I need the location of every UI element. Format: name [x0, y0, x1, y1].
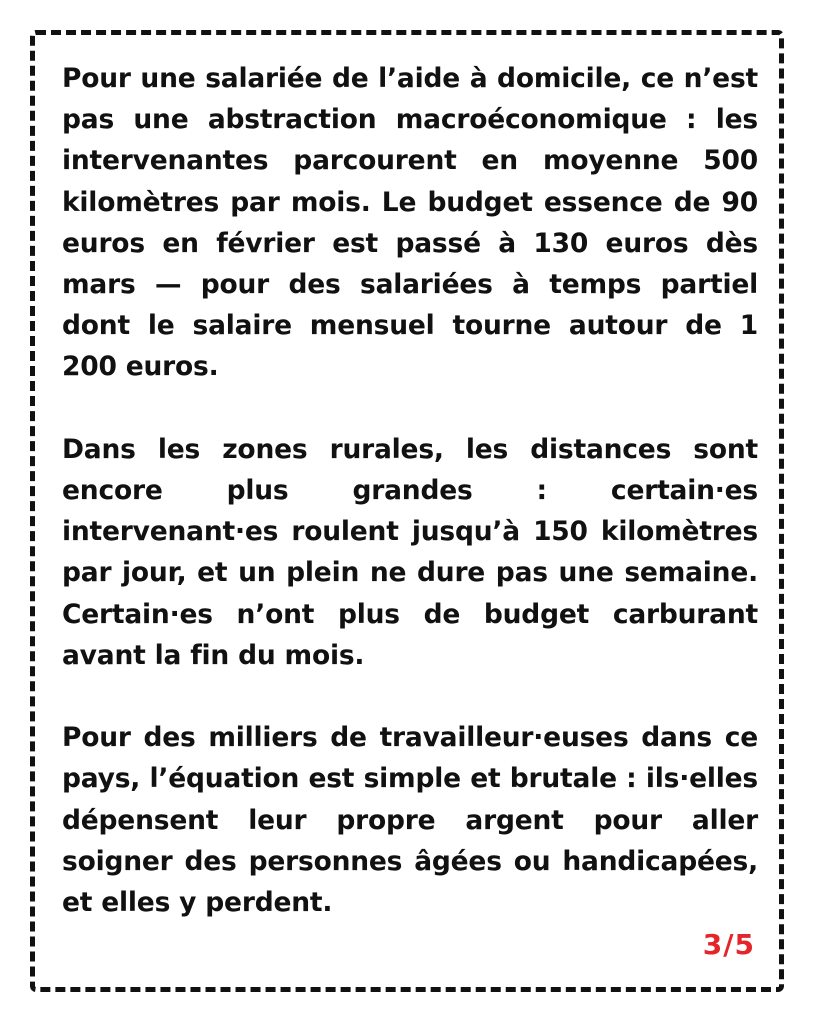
paragraph-rural-distances: Dans les zones rurales, les distances sont encore plus grandes : certain·es intervenant·es roulent jusqu’à 150 kilomètres par jour, et un plein ne dure pas une semaine. Certain·es n’ont plus de budget carburant avant la fin du mois. [62, 433, 758, 671]
page-number: 3/5 [702, 928, 755, 961]
paragraph-home-care-costs: Pour une salariée de l’aide à domicile, ce n’est pas une abstraction macroéconomique : les intervenantes parcourent en moyenne 500 kilomètres par mois. Le budget essence de 90 euros en février est passé à 130 euros dès mars — pour des salariées à temps partiel dont le salaire mensuel tourne autour de 1 200 euros. [62, 63, 758, 383]
paragraph-conclusion: Pour des milliers de travailleur·euses dans ce pays, l’équation est simple et brutale : ils·elles dépensent leur propre argent pour aller soigner des personnes âgées ou handicapées, et elles y perdent. [62, 722, 758, 919]
article-body [62, 58, 758, 923]
